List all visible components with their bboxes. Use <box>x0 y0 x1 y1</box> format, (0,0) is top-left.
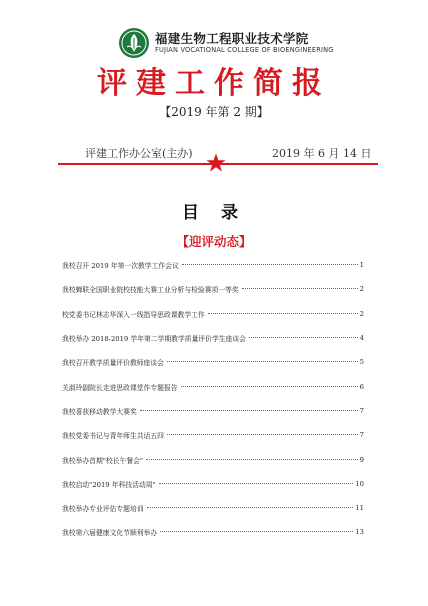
toc-entry-page: 6 <box>359 382 364 391</box>
toc-dot-leader <box>181 385 358 387</box>
toc-entry-page: 2 <box>359 309 364 318</box>
toc-entry-title: 我校第六届健康文化节顺利举办 <box>62 529 158 538</box>
toc-entry[interactable] <box>62 277 364 301</box>
toc-entry-page: 7 <box>359 406 364 415</box>
toc-entry-page: 5 <box>359 358 364 367</box>
toc-entry[interactable] <box>62 302 364 326</box>
school-name-en: FUJIAN VOCATIONAL COLLEGE OF BIOENGINEERING <box>155 46 334 54</box>
toc-entry-title: 我校启动"2019 年科技活动周" <box>62 480 156 489</box>
toc-dot-leader <box>160 530 353 532</box>
toc-entry-title: 我校党委书记与青年师生共话五四 <box>62 432 164 441</box>
toc-entry[interactable] <box>62 350 364 374</box>
toc-dot-leader <box>167 433 358 435</box>
toc-entry[interactable] <box>62 253 364 277</box>
toc-dot-leader <box>242 287 358 289</box>
toc-entry[interactable] <box>62 496 364 520</box>
toc-entry[interactable] <box>62 520 364 544</box>
toc-dot-leader <box>147 506 354 508</box>
toc-section-heading: 【迎评动态】 <box>176 234 252 249</box>
red-star-icon <box>205 152 227 174</box>
toc-entry[interactable] <box>62 374 364 398</box>
toc-dot-leader <box>167 360 358 362</box>
toc-entry[interactable] <box>62 399 364 423</box>
toc-entry[interactable] <box>62 447 364 471</box>
toc-entry-title: 我校举办首期"校长午餐会" <box>62 456 144 465</box>
toc-entry-title: 我校召开 2019 年第一次教学工作会议 <box>62 262 179 271</box>
toc-entry-page: 13 <box>355 528 364 537</box>
toc-entry-page: 7 <box>359 431 364 440</box>
toc-dot-leader <box>208 312 358 314</box>
toc-entry-title: 校党委书记林志华深入一线指导思政课教学工作 <box>62 310 205 319</box>
toc-dot-leader <box>182 263 358 265</box>
toc-entry-title: 我校举办专业评估专题培训 <box>62 505 144 514</box>
toc-entry-page: 11 <box>355 504 364 513</box>
toc-entry-page: 10 <box>355 479 364 488</box>
toc-entry-page: 1 <box>359 261 364 270</box>
toc-list <box>62 253 364 545</box>
school-name-cn: 福建生物工程职业技术学院 <box>155 31 309 46</box>
issue-number: 【2019 年第 2 期】 <box>159 105 269 119</box>
toc-dot-leader <box>146 458 358 460</box>
toc-entry-page: 4 <box>359 334 364 343</box>
toc-entry-title: 我校蝉联全国职业院校技能大赛工业分析与检验赛项一等奖 <box>62 286 239 295</box>
toc-dot-leader <box>140 409 358 411</box>
publish-date: 2019 年 6 月 14 日 <box>272 147 372 160</box>
toc-dot-leader <box>159 482 354 484</box>
toc-dot-leader <box>249 336 358 338</box>
school-header <box>118 27 348 59</box>
toc-entry[interactable] <box>62 423 364 447</box>
toc-entry-title: 我校举办 2018-2019 学年第二学期教学质量评价学生座谈会 <box>62 335 246 344</box>
publisher-office: 评建工作办公室(主办) <box>85 147 193 160</box>
toc-entry-page: 2 <box>359 285 364 294</box>
toc-entry[interactable] <box>62 472 364 496</box>
toc-entry-title: 关淑玲副院长走进思政课堂作专题报告 <box>62 383 178 392</box>
toc-entry-title: 我校召开教学质量评价教师座谈会 <box>62 359 164 368</box>
bulletin-title: 评建工作简报 <box>97 66 331 101</box>
toc-entry-page: 9 <box>359 455 364 464</box>
toc-entry-title: 我校喜获移动教学大赛奖 <box>62 407 137 416</box>
school-emblem-icon <box>118 27 150 59</box>
toc-entry[interactable] <box>62 326 364 350</box>
toc-title: 目 录 <box>182 203 246 223</box>
